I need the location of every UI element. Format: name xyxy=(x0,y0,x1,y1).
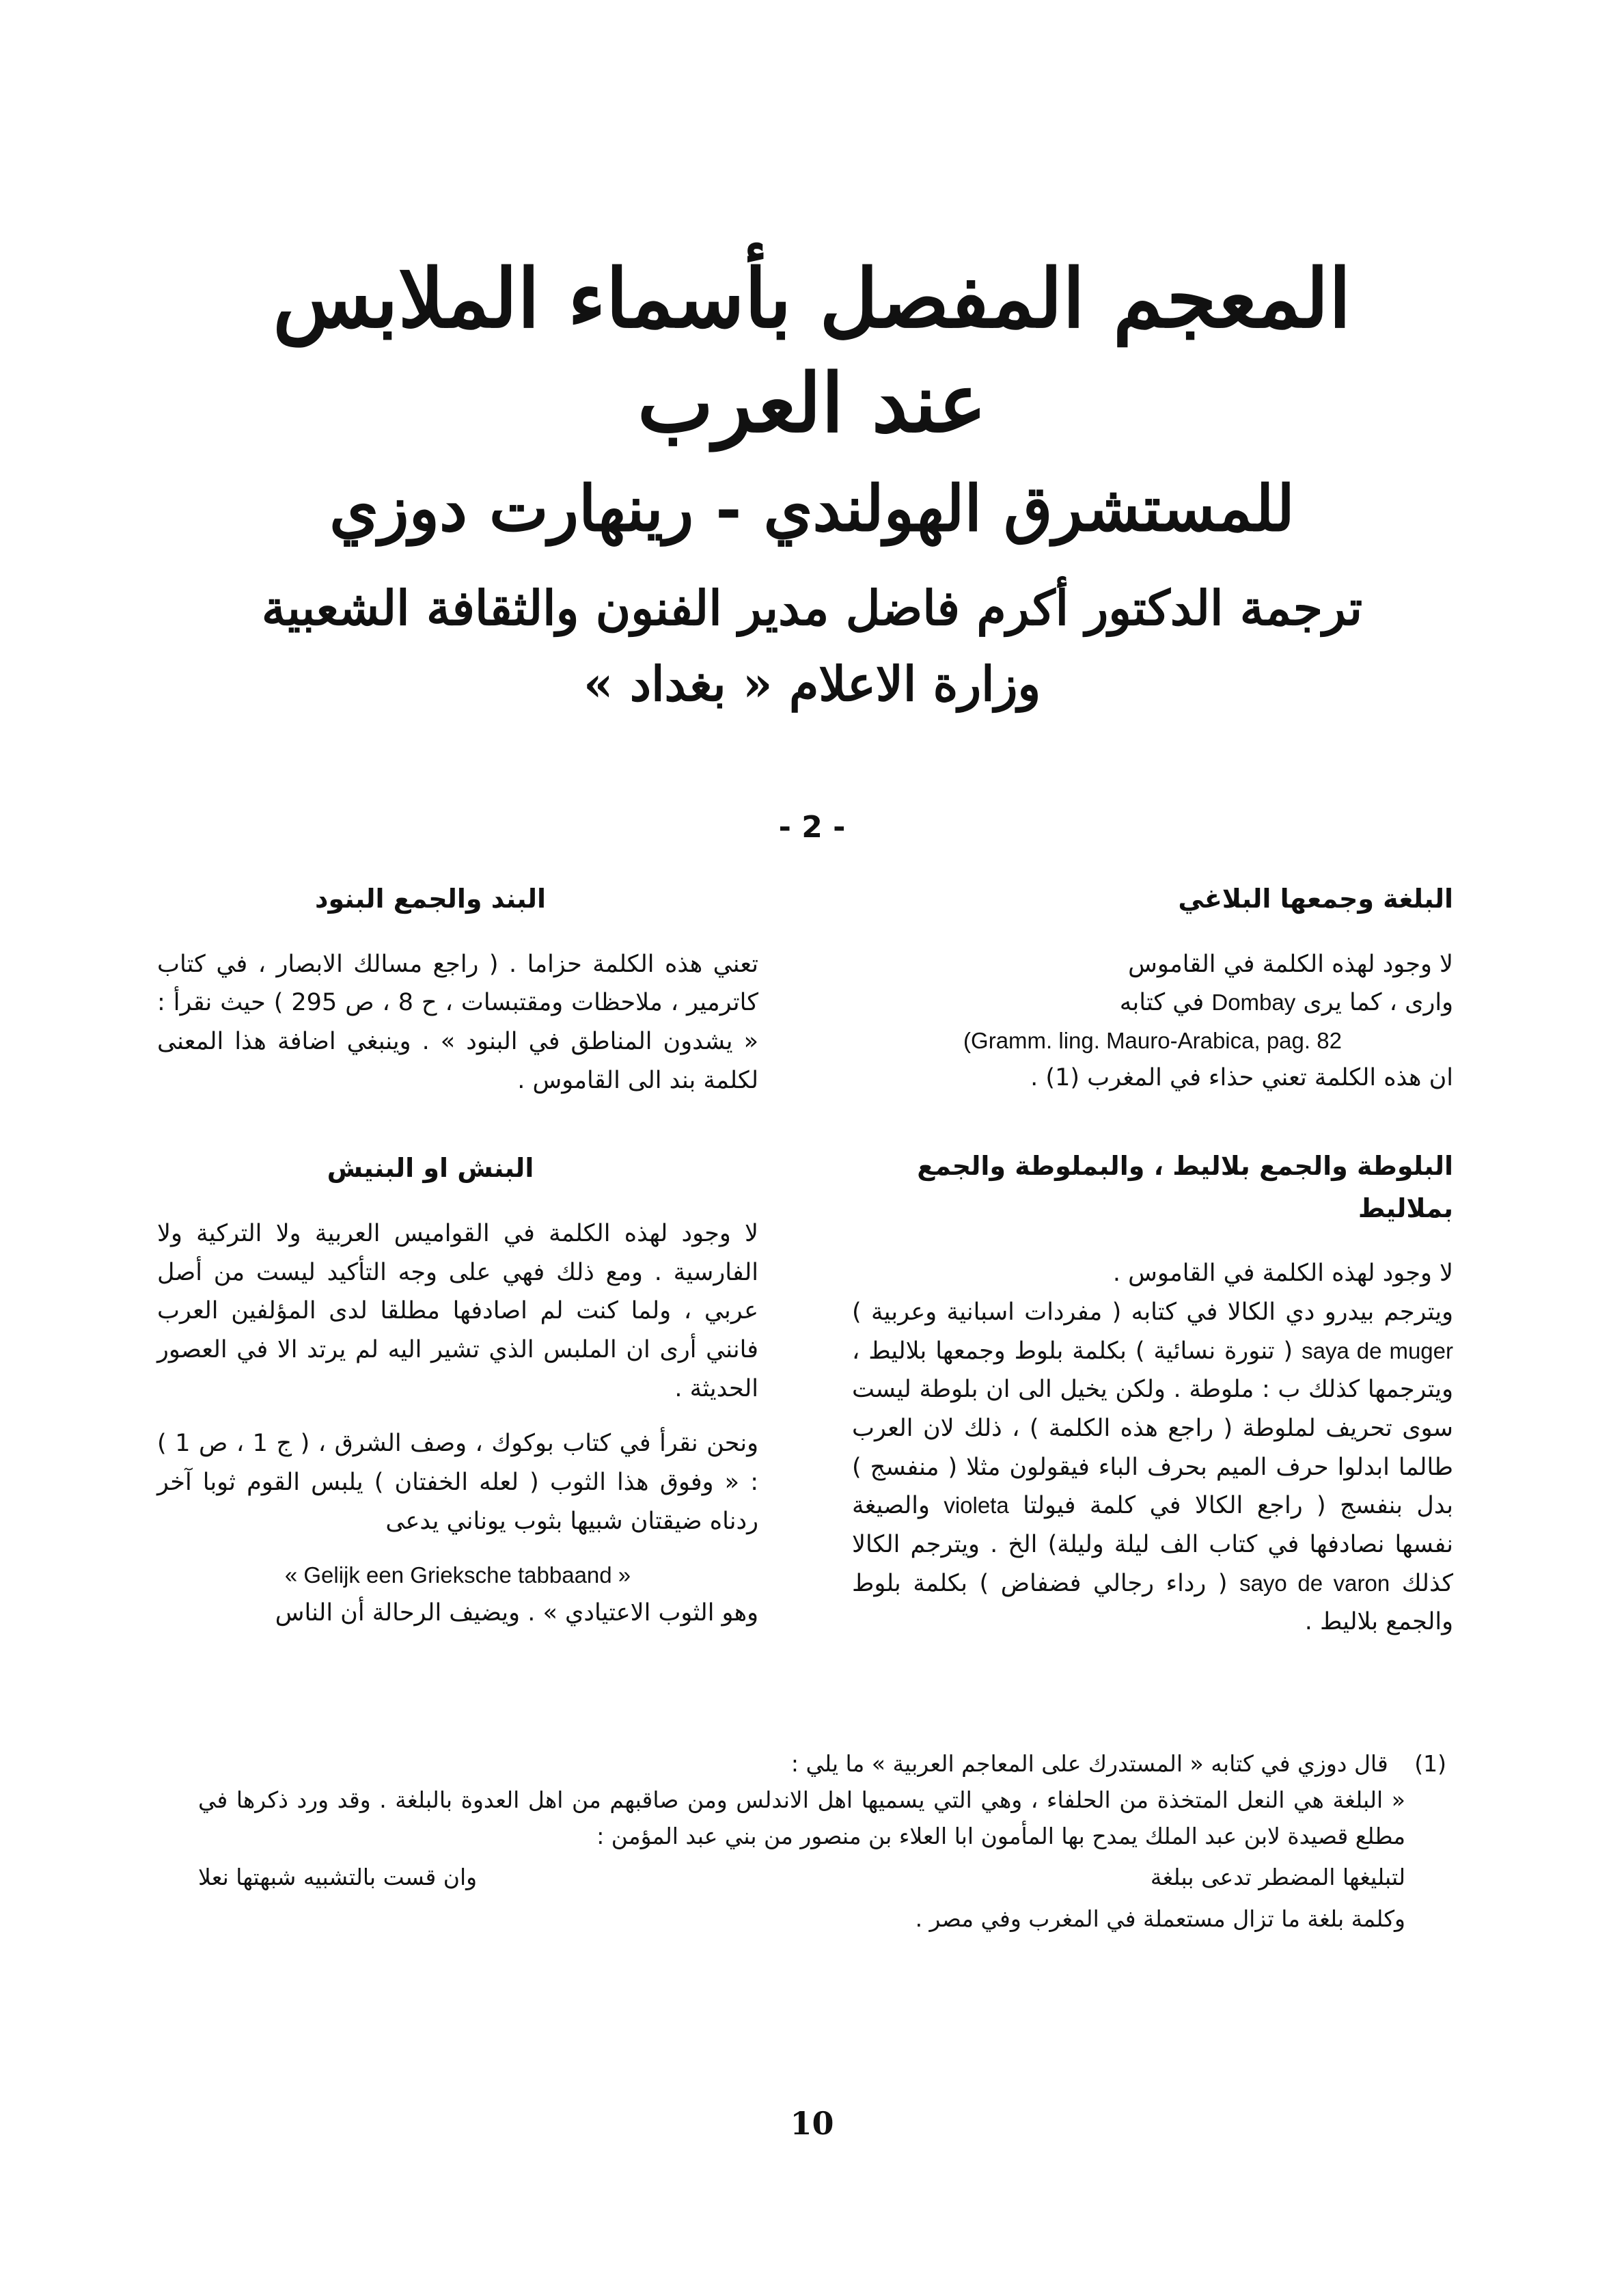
entry-heading-ballouta: البلوطة والجمع بلاليط ، والبملوطة والجمع بملاليط xyxy=(917,1151,1453,1223)
text-span: ( تنورة نسائية ) بكلمة بلوط وجمعها بلاليط ، ويترجمها كذلك ب : ملوطة . ولكن يخيل الى ان بلوطة ليست سوى تحريف لملوطة ( راجع هذه الكلمة ) ، ذلك لان العرب طالما ابدلوا حرف الميم بحرف الباء فيقولون مثلا ( منفسج ) بدل بنفسج ( راجع الكالا في كلمة فيولتا xyxy=(852,1337,1453,1520)
left-column xyxy=(157,878,758,1648)
latin-term: sayo de varon xyxy=(1239,1570,1390,1596)
translator-line: ترجمة الدكتور أكرم فاضل مدير الفنون والثقافة الشعبية xyxy=(261,580,1363,637)
latin-term: violeta xyxy=(944,1493,1009,1519)
text-line: ان هذه الكلمة تعني حذاء في المغرب (1) . xyxy=(1030,1064,1453,1092)
latin-citation: (Gramm. ling. Mauro-Arabica, pag. 82 xyxy=(963,1027,1342,1053)
latin-citation: « Gelijk een Grieksche tabbaand » xyxy=(284,1562,631,1588)
ministry-line: وزارة الاعلام « بغداد » xyxy=(583,655,1041,713)
text-line xyxy=(852,983,1453,1022)
text-line: لا وجود لهذه الكلمة في القاموس xyxy=(1128,950,1453,978)
footnote-closing: وكلمة بلغة ما تزال مستعملة في المغرب وفي مصر . xyxy=(915,1905,1405,1933)
author-line: للمستشرق الهولندي - رينهارت دوزي xyxy=(329,471,1295,545)
verse-hemistich-1: لتبليغها المضطر تدعى ببلغة xyxy=(1150,1864,1405,1891)
latin-term: saya de muger xyxy=(1302,1337,1453,1363)
section-number: - 2 - xyxy=(778,810,846,845)
footnote-quote: « البلغة هي النعل المتخذة من الحلفاء ، وهي التي يسميها اهل الاندلس ومن صاقبهم من اهل العدوة بالبلغة . وقد ورد ذكرها في مطلع قصيدة لابن عبد الملك يمدح بها المأمون ابا العلاء بن منصور من بني عبد المؤمن : xyxy=(198,1786,1405,1849)
page-title: المعجم المفصل بأسماء الملابس عند العرب xyxy=(273,251,1351,451)
title-block xyxy=(205,246,1419,715)
footnote-text: قال دوزي في كتابه « المستدرك على المعاجم العربية » ما يلي : xyxy=(790,1750,1388,1777)
entry-heading-bulgha: البلغة وجمعها البلاغي xyxy=(1178,884,1453,914)
footnote-marker: (1) xyxy=(1414,1750,1446,1777)
entry-banish-text-3: وهو الثوب الاعتيادي » . ويضيف الرحالة أن الناس xyxy=(275,1599,758,1627)
text-span: وارى ، كما يرى xyxy=(1303,989,1453,1017)
verse-hemistich-2: وان قست بالتشبيه شبهتها نعلا xyxy=(198,1864,478,1891)
footnotes xyxy=(198,1746,1446,1938)
entry-heading-banish: البنش او البنيش xyxy=(327,1153,534,1184)
text-line: لا وجود لهذه الكلمة في القاموس . xyxy=(1112,1260,1453,1288)
footnote-line xyxy=(198,1746,1446,1782)
text-span: والصيغة نفسها نصادفها في كتاب الف ليلة وليلة) الخ . ويترجم الكالا كذلك xyxy=(852,1492,1453,1597)
entry-banish-text: لا وجود لهذه الكلمة في القواميس العربية ولا التركية ولا الفارسية . ومع ذلك فهي على وجه التأكيد ليست من أصل عربي ، ولما كنت لم اصادفها مطلقا لدى المؤلفين العرب فانني أرى ان الملبس الذي تشير اليه لم يرتد الا في العصور الحديثة . xyxy=(157,1219,758,1402)
footnote-verse xyxy=(198,1860,1446,1896)
entry-ballouta-text xyxy=(852,1254,1453,1642)
latin-term: Dombay xyxy=(1211,990,1296,1016)
entry-bulgha-text xyxy=(852,945,1453,1098)
text-span: في كتابه xyxy=(1119,989,1205,1017)
page-number: 10 xyxy=(790,2105,834,2142)
text-span: ويترجم بيدرو دي الكالا في كتابه ( مفردات اسبانية وعربية ) xyxy=(852,1298,1453,1326)
entry-heading-band: البند والجمع البنود xyxy=(314,884,547,914)
entry-band-text: تعني هذه الكلمة حزاما . ( راجع مسالك الابصار ، في كتاب كاترمير ، ملاحظات ومقتبسات ، ح 8 ، ص 295 ) حيث نقرأ : « يشدون المناطق في البنود » . وينبغي اضافة هذا المعنى لكلمة بند الى القاموس . xyxy=(157,950,758,1094)
entry-banish-text-2: ونحن نقرأ في كتاب بوكوك ، وصف الشرق ، ( ج 1 ، ص 1 ) : « وفوق هذا الثوب ( لعله الخفتان ) يلبس القوم ثوبا آخر ردناه ضيقتان شبيها بثوب يوناني يدعى xyxy=(157,1430,758,1535)
right-column xyxy=(852,878,1453,1658)
text-span: ( رداء رجالي فضفاض ) بكلمة بلوط والجمع بلاليط . xyxy=(852,1569,1453,1636)
